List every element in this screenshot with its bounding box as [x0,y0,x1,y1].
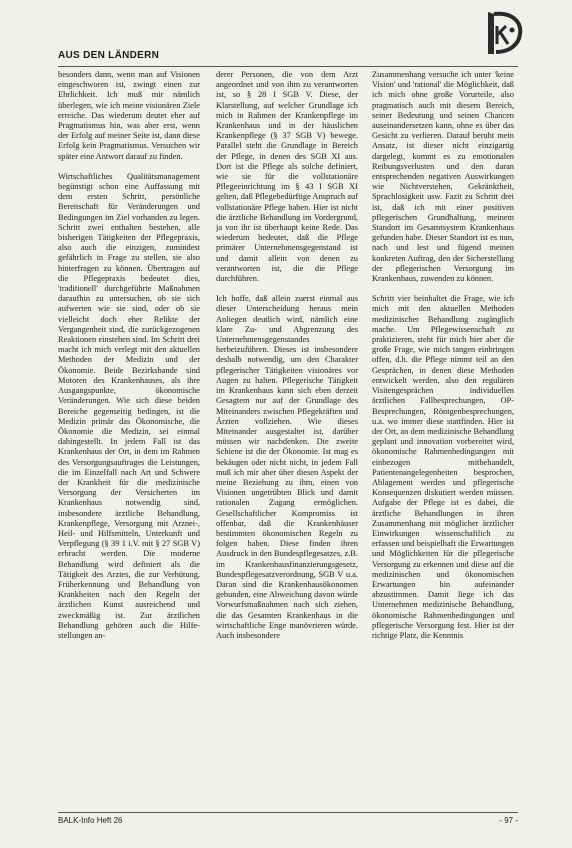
page-header [58,50,518,67]
paragraph: Ich hoffe, daß allein zuerst einmal aus dieser Unterscheidung heraus mein Anliegen deutlich wird, nämlich eine klare Zu- und Abgrenzung des Unternehmensgegenstandes herbeizuführen. Dieses ist insbesondere deshalb notwendig, um den Charakter pflegerischer Tätigkeiten visionäres vor Augen zu halten. Pflegerische Tätigkeit im Krankenhaus kann sich eben derzeit Gesagtem nur auf der Grundlage des Miteinanders zwischen Pflegekräften und Ärzten vollziehen. Wie dieses Miteinander ausgestaltet ist, darüber müssen wir nachdenken. Die zweite Schiene ist die der Ökonomie. Ist mag es bekäugen oder nicht nicht, in jedem Fall muß ich mir aber über diesen Aspekt der meine Beziehung zu ihm, einen von Visionen ungetrübten Blick und damit rationalen Zugang ermöglichen. Gesellschaftlicher Kompromiss ist offenbar, daß die Krankenhäuser bestimmten ökonomischen Regeln zu folgen haben. Diese finden ihren Ausdruck in den Bundespflegesatzes, z.B. im Krankenhausfinanzierungsgesetz, Bundespflegesatzverordnung, SGB V u.a. Daran sind die Krankenhausökonomen gebunden, eine Abweichung davon würde Vorwurfsmaßnahmen nach sich ziehen, die das Gesamten Krankenhaus in die wirtschaftliche Enge manövrieren würde. Auch insbesondere [216,294,358,640]
paragraph: Schritt vier beinhaltet die Frage, wie ich mich mit den aktuellen Methoden medizinischer Behandlung zugänglich mache. Um Pflegewissenschaft zu praktizieren, steht für mich hier aber die große Frage, wie mich tangen einbringen offen, d.h. die Pflege nimmt teil an den Gesprächen, in denen diese Methoden entwickelt werden, also den regulären Visitengesprächen individuellen ärztlichen Fallbesprechungen, OP-Besprechungen, Röntgenbesprechungen, u.a. wo immer diese stattfinden. Hier ist der Ort, an dem medizinische Behandlung geplant und innovation vorbereitet wird, ökonomische Rahmenbedingungen mit einbezogen mitbehandelt, Patientenangelegenheiten besprochen, Ablagement werden und pflegerische Konsequenzen diskutiert werden müssen. Aufgabe der Pflege ist es dabei, die ärztliche Behandlungen in ihren Zusammenhang mit möglicher ärztlicher Einwirkungen wissenschaftlich zu erfassen und beispielhaft die Erwartungen und Möglichkeiten für die pflegerische Versorgung zu erkennen und diese auf die medizinischen und ökonomischen Erwartungen hin aufeinander abzustimmen. Damit liege ich das Unternehmen medizinische Behandlung, ökonomische Rahmenbedingungen und pflegerische Versorgung fest. Hier ist der richtige Platz, die Kenntnis [372,294,514,640]
journal-issue: BALK-Info Heft 26 [58,816,123,825]
paragraph: Wirtschaftliches Qualitätsmanagement begünstigt schon eine Auffassung mit dem ersten Schritt, persönliche Bereitschaft für Veränderungen und Bedingungen im Ziel vorhanden zu legen. Schritt zwei enthalten bestehen, alle bisherigen Tätigkeiten der Pflegepraxis, also auch die einzigen, zumindest gefährlich in Frage zu stellen, sie also hinterfragen zu können. Übertragen auf die Pflegepraxis bedeutet dies, 'traditionell' durchgeführte Maßnahmen daraufhin zu untersuchen, ob sie sich aufwerten wie sie sind, oder ob sie vielleicht doch eher Relikte der Vergangenheit sind, die zurückgezogenen Reaktionen einstehen sind. Im Schritt drei macht ich mich verlegt mit den aktuellen Methoden der Medizin und der Ökonomie. Beide Bezirksbande sind Motoren des Krankenhauses, als ihre Ausgangspunkte, ökonomische Veränderungen. Wie sich diese beiden Bereiche gegenseitig bedingen, ist die Medizin primär das Ökonomische, die Ökonomie die Medizin, sei einmal dahingestellt. In jedem Fall ist das Krankenhaus der Ort, in dem im Rahmen des Versorgungsauftrages die Leistungen, die im Einzelfall nach Art und Schwere der Krankheit für die medizinische Versorgung der Versicherten im Krankenhaus notwendig sind, insbesondere ärztliche Behandlung, Krankenpflege, Versorgung mit Arznei-, Heil- und Hilfsmitteln, Unterkunft und Verpflegung (§ 39 1 i.V. mit § 27 SGB V) erbracht werden. Die moderne Behandlung wird definiert als die Tätigkeit des Arztes, die zur Verhütung, Früherkennung und Behandlung von Krankheiten nach den Regeln der ärztlichen Kunst ausreichend und zweckmäßig ist. Zur ärztlichen Behandlung gehören auch die Hilfe-stellungen an- [58,171,200,640]
text-column-2 [216,70,358,800]
paragraph: Zusammenhang versuche ich unter 'keine Vision' und 'rational' die Möglichkeit, daß ich mich ohne große Vorurteile, also pragmatisch auch mit diesem Bereich, seiner Bedeutung und seinen Chancen auseinandersetzen kann, ohne es über das Gesicht zu verlieren. Darauf beruht mein Ansatz, ist dieser nicht einzigartig dargelegt, kommt es zu emotionalen Reibungsverlusten und den daran entsprechenden negativen Auswirkungen wie Nichtverstehen, Gekränktheit, Sprachlosigkeit usw. Fazit zu Schritt drei ist, daß ich mit einer positiven pflegerischen Grundhaltung, meinem Standort im Gesamtsystem Krankenhaus gefunden habe. Dieser Standort ist es nun, nach und lest und fügend meinen konkreten Auftrag, den der Sicherstellung der pflegerischen Versorgung im Krankenhaus, zuwenden zu können. [372,70,514,284]
section-title: AUS DEN LÄNDERN [58,50,160,61]
paragraph: derer Personen, die von dem Arzt angeordnet und von ihm zu verantworten ist, so § 28 I SGB V. Diese, der Klarstellung, auf welcher Grundlage ich mich in Rahmen der Krankenpflege im Krankenhaus und in der häuslichen Krankenpflege (§ 37 SGB V) bewege. Parallel steht die Grundlage in Bereich der Pflege, in denen des SGB XI aus. Dort ist die Pflege als solche definiert, wie sie für die vollstationäre Pflegeeinrichtung im § 43 I SGB XI gelten, daß Pflegebedürftige Anspruch auf vollstationäre Pflege haben. Hier ist nicht die ärztliche Behandlung im Vordergrund, ja von ihr ist überhaupt keine Rede. Das wiederum bedeutet, daß die Pflege primärer Unternehmensgegenstand ist und damit allein von denen zu verantworten ist, die die Pflege durchführen. [216,70,358,284]
text-column-3 [372,70,514,800]
page-number: - 97 - [499,816,518,825]
paragraph: besonders dann, wenn man auf Visionen eingeschworen ist, zwingt einen zur Ehrlichkeit. Ich muß mir nämlich überlegen, wie ich meine visionären Ziele erreiche. Das wiederum deutet eher auf Pragmatismus hin, was aber erst, wenn der Erfolg auf meiner Seite ist, dann diese Erfolg kein Pragmatismus. Versuchen wir später eine Antwort darauf zu finden. [58,70,200,161]
balk-logo-icon [482,8,526,58]
page-footer [58,812,518,827]
text-column-1 [58,70,200,800]
